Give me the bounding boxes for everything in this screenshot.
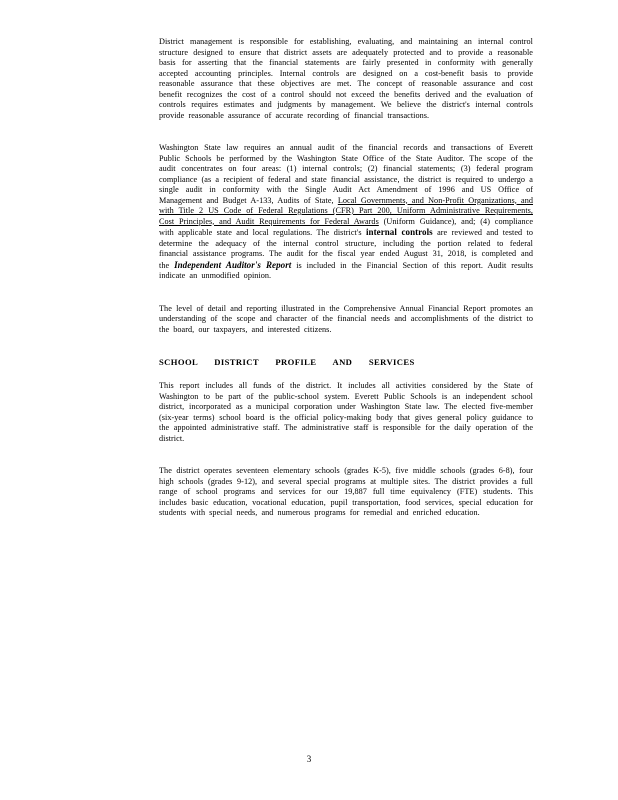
paragraph-text: Washington State law requires an annual audit of the financial records and transactions of Everett Public Schools be performed by the Washington State Office of the State Auditor. The scope of the audit concentrates on four areas: (1) internal controls; (2) financial statements; (3) federal program compliance (as a recipient of federal and state financial assistance, the district is required to undergo a single audit in conformity with the Single Audit Act Amendment of 1996 and US Office of Management and Budget A-133, Audits of State, <box>159 143 533 205</box>
paragraph-text: are reviewed and tested to determine the adequacy of the internal control structure, including the portion related to federal financial assistance programs. The audit for the fiscal year ended August 31, 2018, is completed and the <box>159 228 534 270</box>
section-heading: SCHOOL DISTRICT PROFILE AND SERVICES <box>159 357 415 367</box>
paragraph-schools-operated <box>159 466 533 519</box>
paragraph-text: The district operates seventeen elementary schools (grades K-5), five middle schools (grades 6-8), four high schools (grades 9-12), and several special programs at multiple sites. The district provides a full range of school programs and services for our 19,887 full time equivalency (FTE) students. This includes basic education, vocational education, pupil transportation, food services, special education for students with special needs, and numerous programs for remedial and enriched education. <box>159 466 533 517</box>
auditor-report-title: Independent Auditor's Report <box>174 259 292 270</box>
underlined-regulation-text: Local Governments, and Non-Profit Organizations, and with Title 2 US Code of Federal Regulations (CFR) Part 200, Uniform Administrative Requirements, Cost Principles, and Audit Requirements for Federal Awards <box>159 195 534 226</box>
paragraph-text: District management is responsible for establishing, evaluating, and maintaining an internal control structure designed to ensure that district assets are adequately protected and to provide a reasonable basis for asserting that the financial statements are fairly presented in conformity with generally accepted accounting principles. Internal controls are designed on a cost-benefit basis to provide reasonable assurance that these objectives are met. The concept of reasonable assurance and cost benefit recognizes the cost of a control should not exceed the benefits derived and the evaluation of controls requires estimates and judgments by management. We believe the district's internal controls provide reasonable assurance of accurate recording of financial transactions. <box>159 37 533 120</box>
paragraph-text: is included in the Financial Section of this report. Audit results indicate an unmodified opinion. <box>159 260 533 280</box>
paragraph-reporting-level <box>159 304 533 336</box>
page-number: 3 <box>306 754 312 764</box>
paragraph-text: (Uniform Guidance), and; (4) compliance with applicable state and local regulations. The district's <box>159 216 534 237</box>
paragraph-internal-controls <box>159 37 533 121</box>
paragraph-text: The level of detail and reporting illustrated in the Comprehensive Annual Financial Report promotes an understanding of the scope and character of the financial needs and accomplishments of the district to the board, our taxpayers, and interested citizens. <box>159 303 533 334</box>
paragraph-text: This report includes all funds of the district. It includes all activities considered by the State of Washington to be part of the public-school system. Everett Public Schools is an independent school district, incorporated as a municipal corporation under Washington State law. The elected five-member (six-year terms) school board is the official policy-making body that gives general policy guidance to the appointed administrative staff. The administrative staff is responsible for the daily operation of the district. <box>159 381 533 443</box>
paragraph-report-scope <box>159 381 533 444</box>
page-content <box>159 37 533 541</box>
paragraph-state-audit <box>159 143 533 282</box>
internal-controls-emphasis: internal controls <box>366 227 433 237</box>
